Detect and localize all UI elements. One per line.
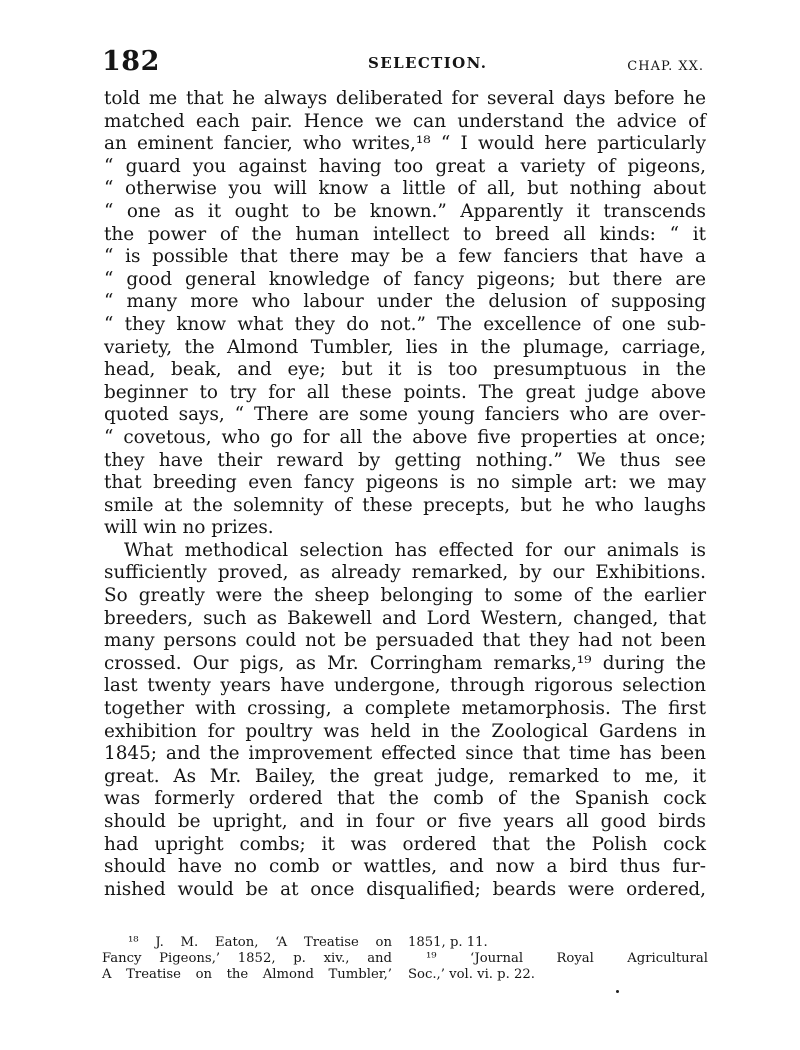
text-line: variety, the Almond Tumbler, lies in the plumage, carriage, [104, 336, 706, 358]
text-line: will win no prizes. [104, 517, 274, 539]
text-line: 1845; and the improvement effected since that time has been [104, 743, 706, 765]
text-line: exhibition for poultry was held in the Zoological Gardens in [104, 720, 706, 742]
running-title: SELECTION. [368, 54, 488, 72]
paragraph-start-line: What methodical selection has effected for our animals is [124, 539, 706, 561]
footnote-line: A Treatise on the Almond Tumbler,’ [102, 967, 392, 982]
body-text [104, 88, 706, 918]
text-line: sufficiently proved, as already remarked, by our Exhibitions. [104, 562, 706, 584]
text-line: “ guard you against having too great a variety of pigeons, [104, 155, 706, 177]
text-line: was formerly ordered that the comb of the Spanish cock [104, 788, 706, 810]
text-line: “ many more who labour under the delusion of supposing [104, 291, 706, 313]
footnote-column-left [102, 935, 392, 983]
text-line: great. As Mr. Bailey, the great judge, remarked to me, it [104, 765, 706, 787]
print-dot-mark [616, 990, 619, 993]
text-line: an eminent fancier, who writes,¹⁸ “ I would here particularly [104, 133, 706, 155]
text-line: “ is possible that there may be a few fanciers that have a [104, 246, 706, 268]
text-line: beginner to try for all these points. The great judge above [104, 381, 706, 403]
text-line: the power of the human intellect to breed all kinds: “ it [104, 223, 706, 245]
text-line: many persons could not be persuaded that they had not been [104, 630, 706, 652]
text-line: should be upright, and in four or five years all good birds [104, 811, 706, 832]
text-line: had upright combs; it was ordered that the Polish cock [104, 833, 706, 855]
footnote-line: Soc.,’ vol. vi. p. 22. [408, 967, 535, 982]
text-line: together with crossing, a complete metamorphosis. The first [104, 698, 706, 720]
page-header [102, 46, 712, 82]
text-line: “ otherwise you will know a little of all, but nothing about [104, 178, 706, 200]
text-line: head, beak, and eye; but it is too presumptuous in the [104, 359, 706, 381]
text-line: last twenty years have undergone, through rigorous selection [104, 675, 706, 697]
footnote-line: 1851, p. 11. [408, 935, 488, 950]
chapter-reference: CHAP. XX. [627, 59, 704, 74]
text-line: smile at the solemnity of these precepts, but he who laughs [104, 494, 706, 516]
footnote-column-right [408, 935, 708, 983]
footnote-line: ¹⁹ ‘Journal Royal Agricultural [426, 951, 708, 966]
text-line: they have their reward by getting nothing.” We thus see [104, 449, 706, 471]
text-line: “ covetous, who go for all the above five properties at once; [104, 426, 706, 448]
page-number: 182 [102, 46, 160, 77]
footnote-line: ¹⁸ J. M. Eaton, ‘A Treatise on [128, 935, 392, 950]
text-line: So greatly were the sheep belonging to some of the earlier [104, 585, 706, 607]
text-line: breeders, such as Bakewell and Lord Western, changed, that [104, 607, 706, 629]
text-line: “ they know what they do not.” The excellence of one sub- [104, 313, 706, 335]
text-line: “ good general knowledge of fancy pigeons; but there are [104, 268, 706, 290]
footnotes [102, 935, 712, 991]
text-line: “ one as it ought to be known.” Apparently it transcends [104, 200, 706, 222]
text-line: nished would be at once disqualified; beards were ordered, [104, 878, 706, 900]
text-line: crossed. Our pigs, as Mr. Corringham remarks,¹⁹ during the [104, 652, 706, 674]
text-line: matched each pair. Hence we can understand the advice of [104, 110, 706, 132]
text-line: should have no comb or wattles, and now a bird thus fur- [104, 856, 706, 878]
text-line: quoted says, “ There are some young fanciers who are over- [104, 404, 706, 426]
text-line: that breeding even fancy pigeons is no simple art: we may [104, 472, 706, 494]
text-line: told me that he always deliberated for several days before he [104, 88, 706, 109]
footnote-line: Fancy Pigeons,’ 1852, p. xiv., and [102, 951, 392, 966]
